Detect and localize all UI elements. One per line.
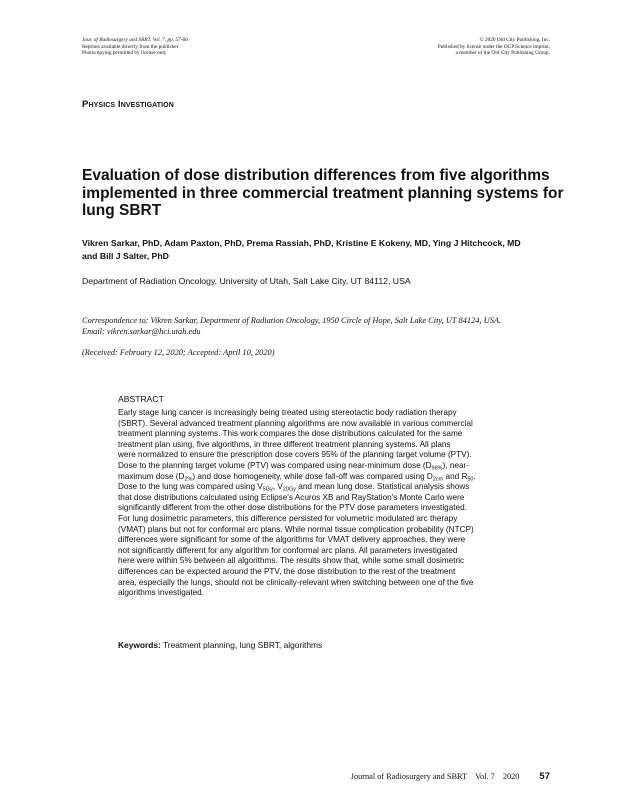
abstract-fragment: ) and dose homogeneity, while dose fall-off was compared using D (192, 471, 433, 481)
abstract-fragment: . (473, 471, 476, 481)
received-dates: (Received: February 12, 2020; Accepted: April 10, 2020) (82, 348, 275, 357)
title-line: implemented in three commercial treatment planning systems for (82, 184, 564, 202)
running-header-right (438, 37, 550, 57)
page-number: 57 (539, 771, 550, 782)
article-title (82, 167, 564, 220)
abstract-line: area, especially the lungs, should not be clinically-relevant when switching between one of the five (118, 577, 474, 587)
abstract-fragment: and mean lung dose. Statistical analysis shows (296, 482, 470, 492)
publisher-group-line: a member of the Old City Publishing Group. (455, 50, 550, 57)
abstract-fragment: ), near- (442, 460, 469, 470)
abstract-fragment: , V (272, 482, 283, 492)
photocopying-note: Photocopying permitted by license only (82, 50, 167, 57)
abstract-line: that dose distributions calculated using Eclipse's Acuros XB and RayStation's Monte Carlo were (118, 492, 465, 502)
abstract-line: algorithms investigated. (118, 588, 205, 598)
correspondence-address: Correspondence to: Vikren Sarkar, Department of Radiation Oncology, 1950 Circle of Hope, Salt Lake City, UT 84124, USA. (82, 316, 502, 325)
title-line: Evaluation of dose distribution differences from five algorithms (82, 167, 550, 184)
abstract-line: differences can be expected around the PTV, the dose distribution to the rest of the treatment (118, 566, 456, 576)
abstract-line: treatment plan using, five algorithms, in three different treatment planning systems. All plans (118, 439, 451, 449)
abstract-line: Early stage lung cancer is increasingly being treated using stereotactic body radiation therapy (118, 408, 457, 417)
abstract-line: For lung dosimetric parameters, this difference persisted for volumetric modulated arc therapy (118, 513, 458, 523)
keywords-label: Keywords: (118, 640, 161, 650)
abstract-heading: ABSTRACT (118, 394, 164, 404)
abstract-line: here were within 5% between all algorithms. The results show that, while some small dosimetric (118, 556, 465, 566)
abstract-fragment: Dose to the lung was compared using V (118, 482, 263, 492)
abstract-line: (SBRT). Several advanced treatment planning algorithms are now available in various commercial (118, 418, 473, 428)
subscript-r50: 50 (467, 476, 474, 483)
section-label: Physics Investigation (82, 99, 174, 110)
subscript-d2: 2% (184, 476, 193, 483)
author-line: and Bill J Salter, PhD (82, 251, 169, 261)
abstract-line: were normalized to ensure the prescription dose covers 95% of the planning target volume (PTV). (118, 450, 472, 460)
correspondence (82, 315, 501, 337)
footer-journal: Journal of Radiosurgery and SBRT (350, 772, 468, 781)
subscript-d98: 98% (431, 465, 443, 472)
abstract-line: differences were significant for some of the algorithms for VMAT delivery approaches, they were (118, 535, 466, 545)
copyright-line: © 2020 Old City Publishing, Inc. (479, 37, 550, 43)
abstract-fragment: and R (443, 471, 468, 481)
abstract-body (118, 408, 516, 599)
footer-volume: Vol. 7 (475, 772, 495, 781)
keywords (118, 640, 322, 650)
correspondence-email: Email: vikren.sarkar@hci.utah.edu (82, 327, 201, 336)
abstract-line (118, 482, 516, 493)
journal-citation: Jour. of Radiosurgery and SBRT, Vol. 7, pp. 57-66 (82, 37, 188, 43)
footer-year: 2020 (502, 772, 520, 781)
author-list (82, 237, 552, 263)
author-line: Vikren Sarkar, PhD, Adam Paxton, PhD, Prema Rassiah, PhD, Kristine E Kokeny, MD, Ying J Hitchcock, MD (82, 238, 521, 248)
affiliation: Department of Radiation Oncology, University of Utah, Salt Lake City, UT 84112, USA (82, 276, 411, 286)
abstract-line: significantly different from the other dose distributions for the PTV dose parameters investigated. (118, 503, 467, 513)
publisher-license-line: Published by license under the OCP Science imprint, (437, 43, 550, 50)
running-header-left (82, 37, 188, 57)
title-line: lung SBRT (82, 202, 162, 219)
abstract-fragment: Dose to the planning target volume (PTV) was compared using near-minimum dose (D (118, 460, 432, 470)
keywords-text: Treatment planning, lung SBRT, algorithms (160, 640, 323, 650)
abstract-fragment: maximum dose (D (118, 471, 185, 481)
abstract-line: not significantly different for any algorithm for conformal arc plans. All parameters investigated (118, 545, 458, 555)
reprints-note: Reprints available directly from the publisher (82, 43, 179, 50)
abstract-line: treatment planning systems. This work compares the dose distributions calculated for the same (118, 429, 463, 439)
page-footer (351, 771, 550, 782)
subscript-d2cm: 2cm (432, 476, 444, 483)
abstract-line (118, 461, 516, 472)
abstract-line (118, 472, 516, 483)
abstract-line: (VMAT) plans but not for conformal arc plans. While normal tissue complication probability (NTCP) (118, 524, 474, 534)
subscript-v20: 20Gy (282, 486, 296, 493)
subscript-v5: 5Gy (262, 486, 273, 493)
